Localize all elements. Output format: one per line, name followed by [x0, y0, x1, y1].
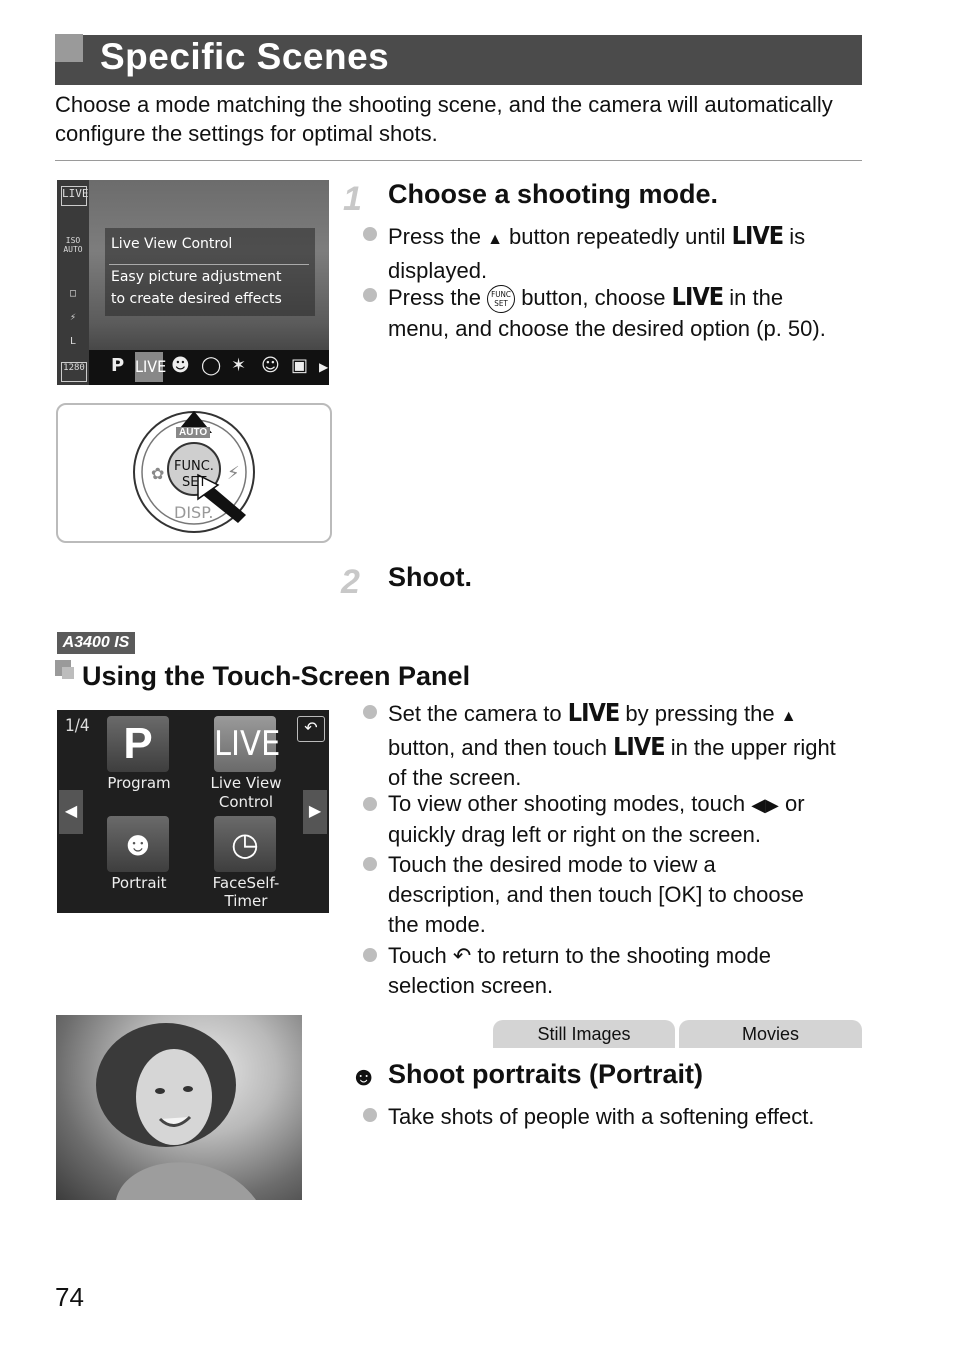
- func-set-icon: FUNC SET: [487, 285, 515, 313]
- page-title: Specific Scenes: [100, 36, 390, 77]
- text: button, choose: [521, 285, 666, 310]
- svg-text:✿: ✿: [151, 464, 165, 483]
- text: To view other shooting modes, touch: [388, 791, 746, 816]
- set-label: SET: [182, 475, 207, 490]
- bullet: [363, 705, 377, 719]
- disp-label: DISP.: [174, 503, 214, 522]
- text: of the screen.: [388, 765, 522, 790]
- bullet: [363, 948, 377, 962]
- text: Press the: [388, 285, 481, 310]
- text: Press the: [388, 224, 481, 249]
- screenshot-live-view-menu: [57, 180, 329, 385]
- tile-program: P: [107, 716, 169, 772]
- step-1-title: Choose a shooting mode.: [388, 179, 719, 209]
- bullet: [363, 1108, 377, 1122]
- tile-live-label-1: Live View: [210, 774, 282, 792]
- live-icon: LIVE: [61, 186, 87, 206]
- menu-desc-2: to create desired effects: [111, 291, 282, 307]
- text: is: [789, 224, 806, 249]
- size-l-icon: L: [69, 336, 77, 347]
- control-dial-illustration: [56, 403, 332, 543]
- text: Touch: [388, 943, 447, 968]
- tile-live-view: LIVE: [214, 716, 276, 772]
- text: menu, and choose the desired option (p. 50).: [388, 316, 826, 342]
- bullet: [363, 288, 377, 302]
- screenshot-touch-panel: [57, 710, 329, 913]
- step-2-number: 2: [341, 563, 360, 601]
- touch-bullet-3: [388, 850, 804, 940]
- func-label: FUNC.: [174, 459, 214, 474]
- touch-bullet-4: [388, 941, 771, 1001]
- tile-faceself-label: FaceSelf-Timer: [212, 874, 280, 910]
- text: quickly drag left or right on the screen.: [388, 822, 761, 847]
- text: description, and then touch [OK] to choose: [388, 882, 804, 907]
- divider: [55, 160, 862, 161]
- portrait-bullet-1: Take shots of people with a softening effect.: [388, 1104, 815, 1129]
- tile-live-label-2: Control: [218, 793, 274, 811]
- live-icon: LIVE: [731, 221, 784, 250]
- svg-text:⚡: ⚡: [227, 463, 240, 484]
- text: selection screen.: [388, 973, 554, 998]
- text: Set the camera to: [388, 701, 562, 726]
- text: button, and then touch: [388, 735, 607, 760]
- text: button repeatedly until: [509, 224, 726, 249]
- right-arrow-icon: ▶: [319, 360, 329, 374]
- touch-bullet-1: [388, 698, 836, 793]
- page-indicator: 1/4: [65, 716, 90, 736]
- movie-1280-icon: 1280: [61, 362, 87, 382]
- iso-auto-icon: ISO AUTO: [63, 236, 83, 254]
- section-square-decoration-2: [62, 667, 74, 679]
- live-icon: LIVE: [613, 732, 665, 761]
- kids-mode-icon: ☺: [261, 355, 280, 376]
- timer-mode-icon: ◯: [201, 355, 222, 376]
- model-badge: A3400 IS: [57, 632, 135, 654]
- more-mode-icon: ▣: [291, 355, 309, 376]
- bullet: [363, 857, 377, 871]
- scene-mode-icon: ✶: [231, 355, 247, 376]
- step-1-bullet-1: [388, 220, 805, 286]
- portrait-photo-svg: [56, 1015, 302, 1200]
- tab-still-images: Still Images: [493, 1020, 675, 1048]
- right-arrow-icon: ▶: [303, 790, 327, 834]
- touch-bullet-2: [388, 789, 805, 850]
- text: to return to the shooting mode: [477, 943, 771, 968]
- intro-text: Choose a mode matching the shooting scene, and the camera will automatically configure the settings for optimal shots.: [55, 92, 833, 146]
- text: or: [785, 791, 805, 816]
- live-icon: LIVE: [567, 698, 620, 727]
- page-number: 74: [55, 1282, 84, 1312]
- step-1-bullet-2: [388, 281, 826, 344]
- return-icon: ↶: [297, 716, 325, 742]
- frame-icon: □: [69, 288, 77, 299]
- return-icon: ↶: [452, 943, 472, 968]
- portrait-title: Shoot portraits (Portrait): [388, 1059, 703, 1089]
- text: displayed.: [388, 258, 488, 283]
- dial-auto-label: AUTO: [176, 427, 210, 438]
- portrait-icon: ☻: [350, 1061, 378, 1091]
- flash-off-icon: ⚡: [69, 312, 77, 323]
- section-title: Using the Touch-Screen Panel: [82, 661, 471, 691]
- portrait-mode-icon: ☻: [171, 355, 190, 376]
- text: by pressing the: [625, 701, 775, 726]
- live-icon: LIVE: [671, 282, 724, 311]
- bullet: [363, 227, 377, 241]
- menu-desc-1: Easy picture adjustment: [111, 269, 282, 285]
- face-self-timer-icon: ◷: [214, 816, 276, 872]
- menu-separator: [109, 264, 309, 265]
- left-right-arrows-icon: ◀▶: [751, 795, 779, 815]
- step-1-number: 1: [343, 180, 362, 218]
- mode-p: P: [111, 355, 125, 376]
- bullet: [363, 797, 377, 811]
- up-triangle-icon: ▲: [780, 708, 797, 725]
- mode-live-selected: LIVE: [135, 352, 163, 382]
- text: the mode.: [388, 912, 486, 937]
- text: in the: [729, 285, 784, 310]
- left-icon-bar: [57, 180, 89, 385]
- text: Touch the desired mode to view a: [388, 852, 716, 877]
- tab-movies: Movies: [679, 1020, 862, 1048]
- text: in the upper right: [670, 735, 836, 760]
- tile-program-label: Program: [107, 774, 171, 792]
- title-square-decoration: [55, 34, 83, 62]
- tile-portrait-label: Portrait: [111, 874, 167, 892]
- step-2-title: Shoot.: [388, 562, 472, 592]
- portrait-icon: ☻: [107, 816, 169, 872]
- menu-title: Live View Control: [111, 236, 233, 252]
- portrait-photo: [56, 1015, 302, 1200]
- left-arrow-icon: ◀: [59, 790, 83, 834]
- up-triangle-icon: ▲: [487, 231, 503, 248]
